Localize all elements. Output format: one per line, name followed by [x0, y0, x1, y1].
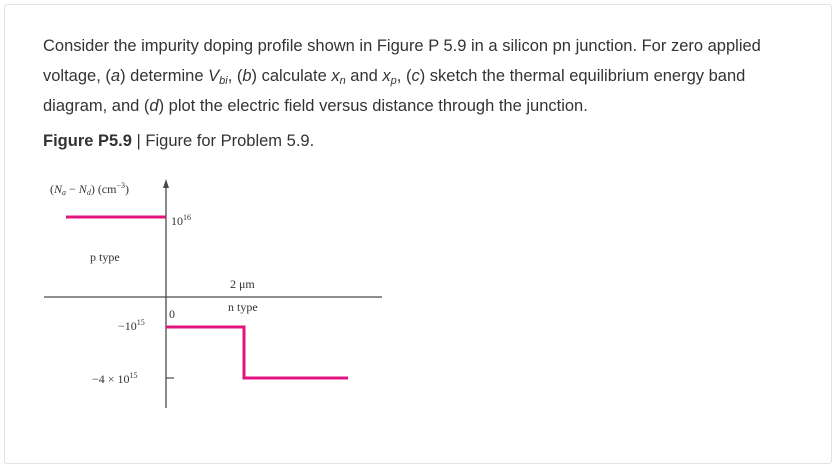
y-axis-label-part: ): [90, 182, 95, 196]
part-c-letter: c: [411, 67, 420, 85]
label-p-type: p type: [90, 250, 120, 264]
problem-text: ) calculate: [251, 67, 332, 85]
y-axis-label-part: ): [124, 182, 129, 196]
label-neg-1e15-base: −10: [118, 319, 137, 333]
y-axis-label-part: −3: [116, 181, 125, 190]
figure-caption-text: Figure for Problem 5.9.: [145, 132, 315, 150]
xp-subscript: p: [390, 75, 397, 87]
label-neg-4e15: [92, 371, 138, 386]
y-axis-label-part: N: [78, 182, 87, 196]
y-axis-label: [50, 181, 129, 197]
y-axis-label-part: −: [66, 182, 79, 196]
problem-text: ) plot the electric field versus distance through the junction.: [158, 97, 588, 115]
label-1e16-base: 10: [171, 214, 183, 228]
label-1e16-exp: 16: [183, 213, 191, 222]
y-axis-label-part: (: [50, 182, 54, 196]
label-neg-4e15-exp: 15: [129, 371, 138, 380]
label-2-um: 2 μm: [230, 277, 255, 291]
part-b-letter: b: [242, 67, 252, 85]
problem-text: Consider the impurity doping profile shown in Figure P 5.9 in a silicon pn junction. For zero applied voltage, (: [43, 37, 761, 85]
xn-subscript: n: [339, 75, 346, 87]
label-1e16: [171, 213, 191, 228]
label-neg-1e15-exp: 15: [136, 318, 145, 327]
figure-caption-separator: |: [131, 132, 146, 150]
y-axis-label-part: d: [86, 188, 91, 197]
problem-text: ) determine: [120, 67, 209, 85]
label-n-type: n type: [228, 300, 258, 314]
problem-text: and: [345, 67, 383, 85]
label-neg-4e15-base: −4 × 10: [92, 372, 130, 386]
problem-text: , (: [227, 67, 243, 85]
y-axis-label-part: (cm: [94, 182, 117, 196]
y-axis-label-part: N: [54, 182, 63, 196]
vbi-subscript: bi: [219, 75, 228, 87]
problem-text: , (: [396, 67, 412, 85]
problem-text: ) sketch the thermal equilibrium energy band diagram, and (: [43, 67, 746, 115]
xp-letter: x: [382, 67, 391, 85]
part-d-letter: d: [149, 97, 159, 115]
y-axis-arrow-icon: [163, 179, 169, 188]
label-zero: 0: [169, 307, 175, 321]
xn-letter: x: [331, 67, 340, 85]
y-axis-label-part: a: [62, 188, 67, 197]
vbi-letter: V: [208, 67, 220, 85]
profile-n-type-segment: [166, 327, 348, 378]
part-a-letter: a: [110, 67, 121, 85]
label-neg-1e15: [118, 318, 145, 333]
figure-caption-label: Figure P5.9: [43, 132, 132, 150]
